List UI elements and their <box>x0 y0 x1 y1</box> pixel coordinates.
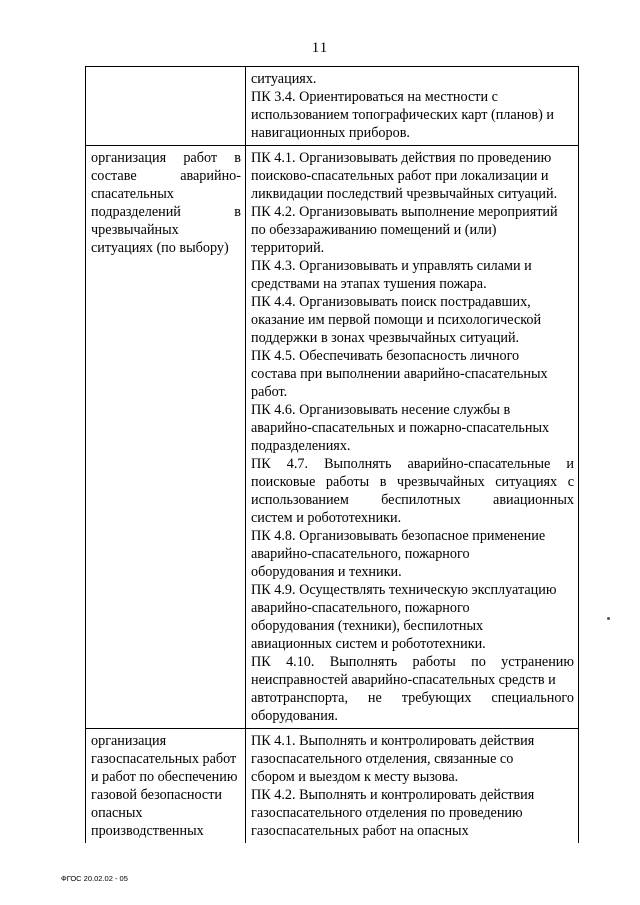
competency-line: сбором и выездом к месту вызова. <box>251 769 459 785</box>
activity-cell <box>86 67 246 146</box>
competency-line: ПК 4.2. Организовывать выполнение мероприятий <box>251 204 558 220</box>
competency-line: авиационных систем и робототехники. <box>251 636 486 652</box>
competency-line: ПК 4.4. Организовывать поиск пострадавших, <box>251 294 531 310</box>
page-number: 11 <box>311 40 329 56</box>
competency-line: систем и робототехники. <box>251 510 402 526</box>
competency-line: использованием беспилотных авиационных <box>251 492 574 508</box>
table-row <box>86 67 579 146</box>
competency-line: неисправностей аварийно-спасательных средств и <box>251 672 556 688</box>
footer-code: ФГОС 20.02.02 - 05 <box>61 874 128 883</box>
competencies-cell <box>246 146 579 729</box>
competency-line: ПК 4.2. Выполнять и контролировать действия <box>251 787 535 803</box>
activity-cell: организация работ в составе аварийно-спасательных подразделений в чрезвычайных ситуациях (по выбору) <box>86 146 246 729</box>
competency-line: автотранспорта, не требующих специального <box>251 690 574 706</box>
competency-line: ПК 4.7. Выполнять аварийно-спасательные и <box>251 456 574 472</box>
competency-line: оборудования (техники), беспилотных <box>251 618 484 634</box>
competencies-table <box>85 66 579 843</box>
competencies-cell <box>246 67 579 146</box>
competency-line: ПК 4.10. Выполнять работы по устранению <box>251 654 574 670</box>
competency-line: ликвидации последствий чрезвычайных ситуаций. <box>251 186 558 202</box>
competency-line: оборудования и техники. <box>251 564 402 580</box>
competency-line: поисково-спасательных работ при локализации и <box>251 168 549 184</box>
competency-line: навигационных приборов. <box>251 125 410 141</box>
scan-mark <box>607 617 610 620</box>
competency-line: ПК 4.3. Организовывать и управлять силами и <box>251 258 532 274</box>
competency-line: газоспасательных работ на опасных <box>251 823 469 839</box>
table-row <box>86 729 579 844</box>
competency-line: аварийно-спасательных и пожарно-спасательных <box>251 420 550 436</box>
competency-line: ПК 4.1. Выполнять и контролировать действия <box>251 733 535 749</box>
competency-line: газоспасательного отделения по проведению <box>251 805 523 821</box>
competency-line: ПК 4.5. Обеспечивать безопасность личного <box>251 348 520 364</box>
competency-line: оказание им первой помощи и психологической <box>251 312 542 328</box>
competency-line: работ. <box>251 384 288 400</box>
competency-line: средствами на этапах тушения пожара. <box>251 276 487 292</box>
table-row <box>86 146 579 729</box>
competency-line: аварийно-спасательного, пожарного <box>251 600 470 616</box>
competency-line: ситуациях. <box>251 71 317 87</box>
competency-line: подразделениях. <box>251 438 351 454</box>
competency-line: ПК 4.1. Организовывать действия по проведению <box>251 150 552 166</box>
competency-line: территорий. <box>251 240 325 256</box>
competency-line: газоспасательного отделения, связанные со <box>251 751 514 767</box>
competency-line: аварийно-спасательного, пожарного <box>251 546 470 562</box>
competency-line: оборудования. <box>251 708 338 724</box>
competency-line: ПК 3.4. Ориентироваться на местности с <box>251 89 498 105</box>
activity-cell: организация газоспасательных работ и работ по обеспечению газовой безопасности опасных производственных <box>86 729 246 844</box>
competencies-cell <box>246 729 579 844</box>
competency-line: ПК 4.9. Осуществлять техническую эксплуатацию <box>251 582 557 598</box>
competency-line: состава при выполнении аварийно-спасательных <box>251 366 548 382</box>
competency-line: ПК 4.6. Организовывать несение службы в <box>251 402 511 418</box>
competency-line: использованием топографических карт (планов) и <box>251 107 554 123</box>
competency-line: поддержки в зонах чрезвычайных ситуаций. <box>251 330 520 346</box>
competency-line: поисковые работы в чрезвычайных ситуациях с <box>251 474 574 490</box>
competency-line: ПК 4.8. Организовывать безопасное применение <box>251 528 546 544</box>
competency-line: по обеззараживанию помещений и (или) <box>251 222 497 238</box>
